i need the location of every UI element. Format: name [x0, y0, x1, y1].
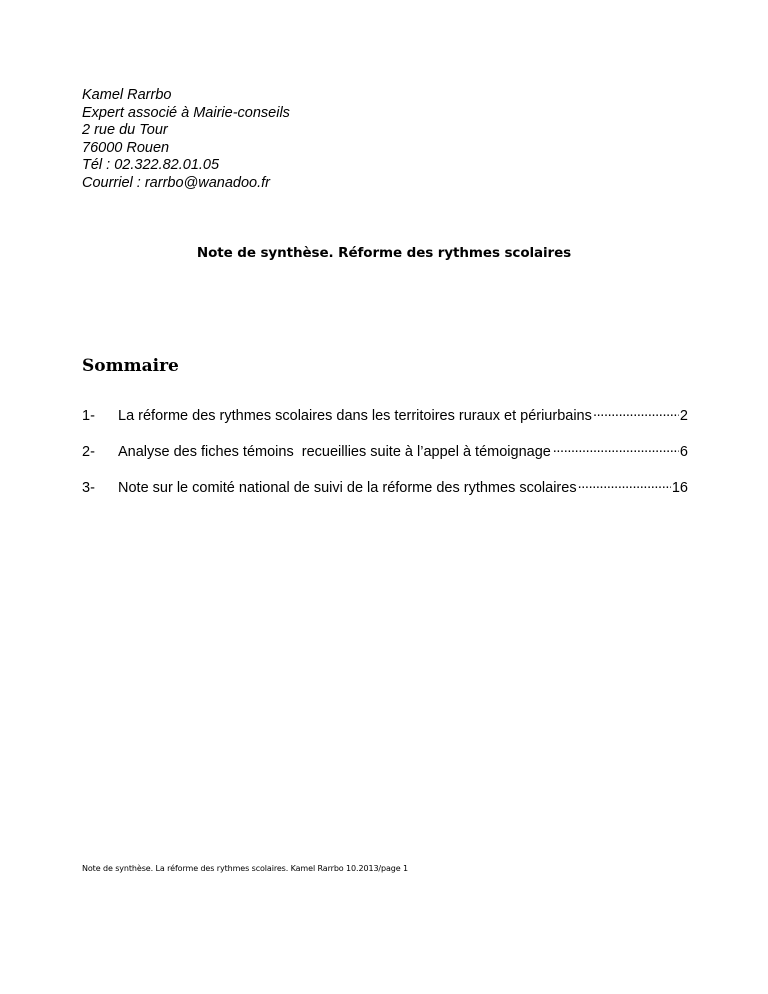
sender-role: Expert associé à Mairie-conseils [82, 104, 290, 121]
toc-item-number: 3- [82, 480, 95, 496]
document-title: Note de synthèse. Réforme des rythmes scolaires [196, 245, 572, 261]
sender-street: 2 rue du Tour [82, 122, 168, 138]
sender-name: Kamel Rarrbo [82, 87, 172, 103]
toc-item-page: 2 [679, 408, 688, 424]
toc-item-text: Analyse des fiches témoins recueillies suite à l’appel à témoignage [118, 444, 551, 460]
toc-dot-leader [593, 406, 679, 420]
toc-item-number: 2- [82, 444, 95, 460]
table-of-contents [82, 406, 688, 514]
toc-item-page: 6 [679, 444, 688, 460]
toc-heading: Sommaire [82, 356, 179, 376]
toc-dot-leader [578, 478, 671, 492]
toc-item-text: Note sur le comité national de suivi de la réforme des rythmes scolaires [118, 480, 577, 496]
toc-item-text: La réforme des rythmes scolaires dans les territoires ruraux et périurbains [118, 408, 592, 424]
sender-city: 76000 Rouen [82, 139, 170, 156]
toc-item-number: 1- [82, 408, 95, 424]
page-footer: Note de synthèse. La réforme des rythmes scolaires. Kamel Rarrbo 10.2013/page 1 [82, 864, 409, 873]
sender-phone: Tél : 02.322.82.01.05 [82, 157, 220, 173]
toc-item-1[interactable] [82, 406, 688, 426]
toc-item-page: 16 [671, 480, 688, 496]
toc-item-3[interactable] [82, 478, 688, 498]
sender-address-block [82, 87, 290, 192]
sender-email: Courriel : rarrbo@wanadoo.fr [82, 174, 270, 191]
toc-dot-leader [552, 442, 679, 456]
toc-item-2[interactable] [82, 442, 688, 462]
